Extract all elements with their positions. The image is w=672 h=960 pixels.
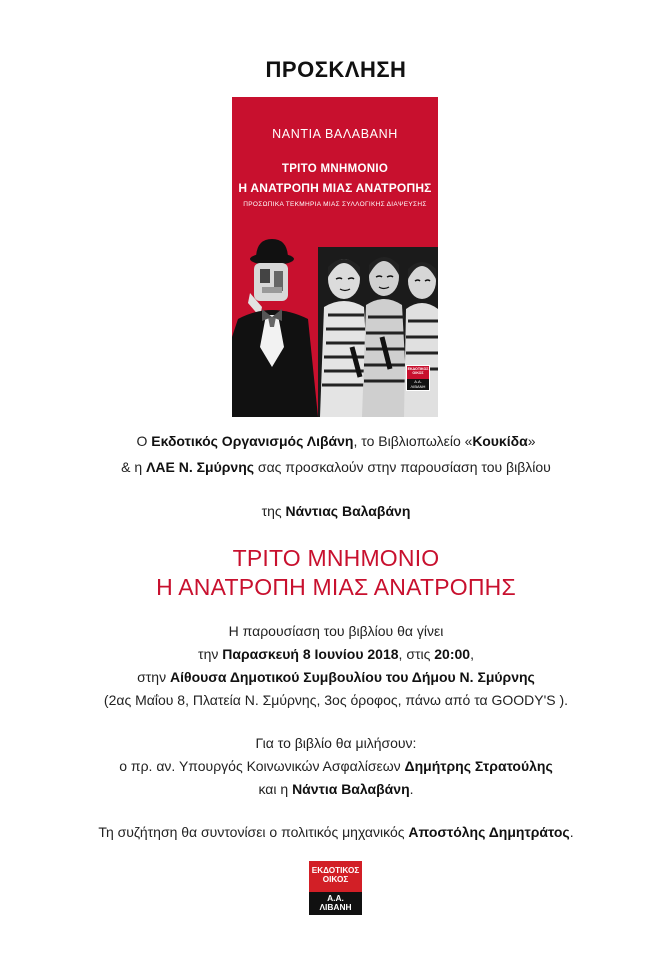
- speakers-line3-prefix: και η: [258, 781, 293, 797]
- event-address: (2ας Μαΐου 8, Πλατεία Ν. Σμύρνης, 3ος όροφος, πάνω από τα GOODY'S ).: [103, 692, 569, 708]
- moderator-prefix: Τη συζήτηση θα συντονίσει ο πολιτικός μηχανικός: [98, 824, 409, 840]
- invite-line2-suffix: σας προσκαλούν στην παρουσίαση του βιβλίου: [254, 459, 551, 475]
- invite-line-1: [0, 430, 672, 452]
- event-line-1: Η παρουσίαση του βιβλίου θα γίνει: [228, 623, 444, 639]
- publisher-logo-bottom: [309, 892, 362, 915]
- figures-illustration: [318, 247, 438, 417]
- speaker2-name: Νάντια Βαλαβάνη: [292, 781, 410, 797]
- speakers-line3-suffix: .: [409, 781, 414, 797]
- book-title-line1: ΤΡΙΤΟ ΜΝΗΜΟΝΙΟ: [232, 545, 440, 571]
- speakers-line-1: Για το βιβλίο θα μιλήσουν:: [255, 735, 417, 751]
- cover-logo-bottom: Α.Α. ΛΙΒΑΝΗ: [407, 379, 429, 390]
- publisher-org-name: Εκδοτικός Οργανισμός Λιβάνη: [151, 433, 354, 449]
- event-date: Παρασκευή 8 Ιουνίου 2018: [222, 646, 399, 662]
- speakers-line-3: [0, 778, 672, 800]
- event-line-3: [0, 666, 672, 688]
- cover-author: ΝΑΝΤΙΑ ΒΑΛΑΒΑΝΗ: [272, 127, 398, 141]
- invite-line1-suffix: »: [527, 433, 536, 449]
- cover-subtitle: ΠΡΟΣΩΠΙΚΑ ΤΕΚΜΗΡΙΑ ΜΙΑΣ ΣΥΛΛΟΓΙΚΗΣ ΔΙΑΨΕΥΣΗΣ: [243, 201, 427, 208]
- invite-line1-prefix: Ο: [136, 433, 152, 449]
- bowler-hat-man-illustration: [232, 239, 318, 417]
- event-venue: Αίθουσα Δημοτικού Συμβουλίου του Δήμου Ν. Σμύρνης: [170, 669, 535, 685]
- event-line2-suffix: ,: [470, 646, 474, 662]
- bookshop-name: Κουκίδα: [472, 433, 528, 449]
- book-cover: [232, 97, 438, 417]
- author-name: Νάντιας Βαλαβάνη: [285, 503, 411, 519]
- speakers-line-2: [0, 755, 672, 777]
- event-line2-mid: , στις: [398, 646, 435, 662]
- event-line3-prefix: στην: [137, 669, 170, 685]
- moderator-suffix: .: [569, 824, 574, 840]
- moderator-name: Αποστόλης Δημητράτος: [408, 824, 570, 840]
- page-heading: ΠΡΟΣΚΛΗΣΗ: [265, 57, 407, 82]
- cover-title-line1: ΤΡΙΤΟ ΜΝΗΜΟΝΙΟ: [281, 163, 389, 175]
- speaker1-name: Δημήτρης Στρατούλης: [404, 758, 553, 774]
- invite-line-3: [0, 500, 672, 522]
- event-time: 20:00: [434, 646, 471, 662]
- cover-publisher-logo: [406, 365, 430, 391]
- invite-line-2: [0, 456, 672, 478]
- party-name: ΛΑΕ Ν. Σμύρνης: [146, 459, 255, 475]
- moderator-line: [0, 821, 672, 843]
- event-line2-prefix: την: [198, 646, 223, 662]
- invite-line2-prefix: & η: [121, 459, 147, 475]
- cover-logo-top: ΕΚΔΟΤΙΚΟΣ ΟΙΚΟΣ: [407, 367, 429, 375]
- cover-title-line2: Η ΑΝΑΤΡΟΠΗ ΜΙΑΣ ΑΝΑΤΡΟΠΗΣ: [238, 181, 432, 195]
- event-line-2: [0, 643, 672, 665]
- invite-line3-prefix: της: [261, 503, 286, 519]
- publisher-logo-name: ΛΙΒΑΝΗ: [319, 902, 352, 912]
- publisher-logo-top: ΕΚΔΟΤΙΚΟΣ ΟΙΚΟΣ: [311, 866, 360, 884]
- publisher-logo-initials: Α.Α.: [327, 893, 344, 903]
- invite-line1-mid: , το Βιβλιοπωλείο «: [353, 433, 473, 449]
- speaker1-title: ο πρ. αν. Υπουργός Κοινωνικών Ασφαλίσεων: [119, 758, 405, 774]
- book-title-line2: Η ΑΝΑΤΡΟΠΗ ΜΙΑΣ ΑΝΑΤΡΟΠΗΣ: [156, 574, 516, 600]
- publisher-logo: [309, 861, 362, 915]
